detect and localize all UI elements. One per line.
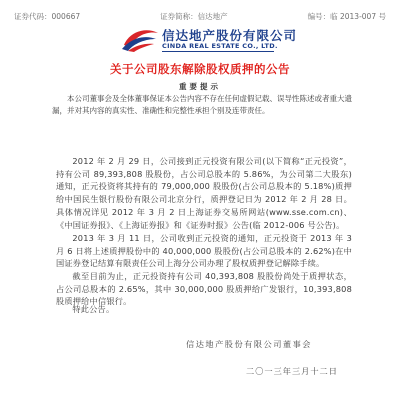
notice-number: 编号：临 2013-007 号 [307, 12, 386, 21]
header-meta-line [14, 11, 386, 23]
body-paragraph-closing: 特此公告。 [72, 304, 115, 314]
company-logo [120, 24, 298, 54]
logo-company-name-en: CINDA REAL ESTATE CO., LTD. [162, 42, 278, 50]
notice-heading: 重要提示 [179, 82, 221, 91]
stock-name: 证券简称：信达地产 [160, 12, 228, 21]
disclaimer-text: 本公司董事会及全体董事保证本公告内容不存在任何虚假记载、误导性陈述或者重大遗漏，并对其内容的真实性、准确性和完整性承担个别及连带责任。 [52, 94, 352, 115]
document-title: 关于公司股东解除股权质押的公告 [110, 62, 290, 76]
logo-company-name-cn: 信达地产股份有限公司 [162, 28, 298, 43]
logo-underline [162, 51, 274, 52]
body-paragraph-3: 截至目前为止，正元投资持有公司 40,393,808 股股份尚处于质押状态，占公司总股本的 2.65%，其中 30,000,000 股质押给广发银行，10,393,808 股质押给中信银行。 [56, 271, 352, 307]
body-paragraph-2: 2013 年 3 月 11 日，公司收到正元投资的通知，正元投资于 2013 年 3 月 6 日将上述质押股份中的 40,000,000 股股份(占公司总股本的 2.62%)在中国证券登记结算有限责任公司上海分公司办理了股权质押登记解除手续。 [56, 233, 352, 269]
signature-date: 二〇一三年三月十二日 [246, 366, 338, 376]
stock-code: 证券代码：000667 [14, 12, 81, 21]
body-paragraph-1: 2012 年 2 月 29 日，公司接到正元投资有限公司(以下简称“正元投资”，持有公司 89,393,808 股股份，占公司总股本的 5.86%，为公司第二大股东)通知，正元投资将其持有的 79,000,000 股股份(占公司总股本的 5.18%)质押给中国民生银行股份有限公司北京分行，质押登记日为 2012 年 2 月 28 日。具体情况详见 2012 年 3 月 2 日上海证券交易所网站(www.sse.com.cn)、《中国证券报》、《上海证券报》和《证券时报》公告(临 2012-006 号公告)。 [56, 156, 352, 230]
cinda-logo-icon [120, 25, 160, 53]
signature-organization: 信达地产股份有限公司董事会 [186, 339, 312, 349]
